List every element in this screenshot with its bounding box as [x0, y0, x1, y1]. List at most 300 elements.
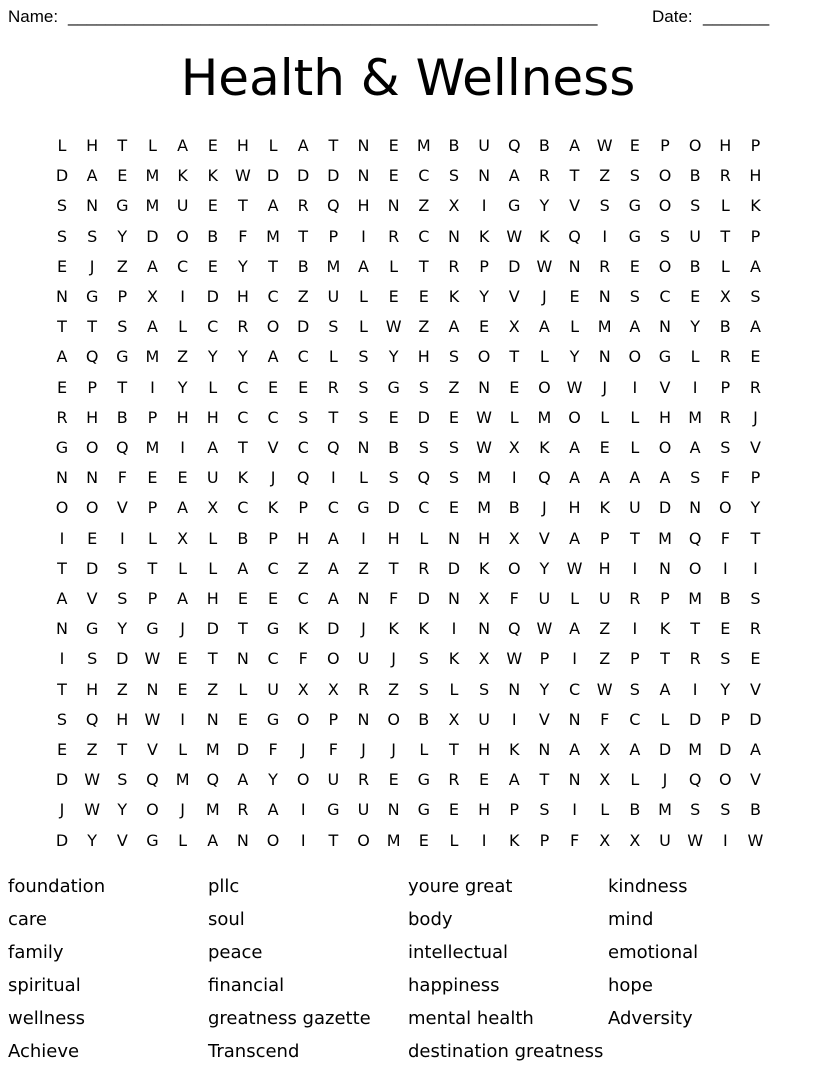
grid-letter[interactable]: M: [537, 407, 552, 427]
grid-letter[interactable]: F: [238, 226, 248, 246]
grid-letter[interactable]: W: [536, 256, 553, 276]
grid-letter[interactable]: E: [629, 256, 640, 276]
grid-letter[interactable]: E: [117, 166, 128, 186]
grid-letter[interactable]: V: [508, 287, 520, 306]
grid-letter[interactable]: L: [389, 256, 399, 276]
grid-letter[interactable]: I: [572, 800, 577, 820]
grid-letter[interactable]: L: [600, 800, 610, 820]
grid-letter[interactable]: W: [566, 558, 583, 578]
grid-letter[interactable]: A: [327, 589, 339, 608]
grid-letter[interactable]: Q: [116, 438, 129, 457]
grid-letter[interactable]: A: [146, 256, 158, 276]
grid-letter[interactable]: A: [56, 589, 68, 608]
grid-letter[interactable]: M: [326, 256, 341, 276]
grid-letter[interactable]: X: [719, 287, 731, 306]
grid-letter[interactable]: M: [688, 407, 703, 427]
grid-letter[interactable]: P: [87, 377, 97, 397]
grid-letter[interactable]: G: [417, 770, 430, 790]
grid-letter[interactable]: Y: [117, 800, 128, 820]
grid-letter[interactable]: A: [569, 740, 581, 759]
grid-letter[interactable]: G: [266, 619, 280, 639]
grid-letter[interactable]: L: [509, 407, 519, 427]
grid-letter[interactable]: Q: [85, 347, 99, 367]
grid-letter[interactable]: F: [720, 528, 730, 548]
grid-letter[interactable]: N: [236, 830, 249, 850]
grid-letter[interactable]: X: [297, 679, 309, 699]
grid-letter[interactable]: H: [206, 589, 219, 608]
grid-letter[interactable]: G: [628, 226, 642, 246]
grid-letter[interactable]: P: [720, 377, 731, 397]
grid-letter[interactable]: T: [539, 770, 550, 790]
grid-letter[interactable]: H: [297, 528, 310, 548]
grid-letter[interactable]: U: [357, 800, 370, 820]
grid-letter[interactable]: N: [568, 256, 581, 276]
grid-letter[interactable]: A: [177, 498, 189, 518]
grid-letter[interactable]: K: [297, 619, 309, 639]
grid-letter[interactable]: H: [86, 136, 99, 155]
grid-letter[interactable]: T: [87, 317, 98, 337]
grid-letter[interactable]: L: [359, 468, 368, 488]
grid-letter[interactable]: E: [87, 528, 98, 548]
grid-letter[interactable]: O: [85, 498, 99, 518]
grid-letter[interactable]: Y: [569, 347, 580, 367]
grid-letter[interactable]: R: [749, 377, 761, 397]
grid-letter[interactable]: U: [327, 770, 340, 790]
grid-letter[interactable]: R: [388, 226, 400, 246]
grid-letter[interactable]: S: [56, 709, 68, 729]
grid-letter[interactable]: P: [720, 709, 731, 729]
grid-letter[interactable]: N: [508, 679, 521, 699]
grid-letter[interactable]: T: [147, 558, 158, 578]
grid-letter[interactable]: E: [599, 438, 610, 457]
grid-letter[interactable]: F: [268, 740, 278, 759]
grid-letter[interactable]: I: [632, 619, 638, 639]
grid-letter[interactable]: T: [328, 407, 339, 427]
grid-letter[interactable]: V: [116, 830, 128, 850]
grid-letter[interactable]: T: [117, 740, 128, 759]
grid-letter[interactable]: W: [596, 136, 613, 155]
grid-letter[interactable]: U: [598, 589, 611, 608]
grid-letter[interactable]: V: [267, 438, 279, 457]
grid-letter[interactable]: U: [206, 468, 219, 488]
grid-letter[interactable]: E: [56, 256, 68, 276]
grid-letter[interactable]: Z: [116, 679, 128, 699]
grid-letter[interactable]: Y: [388, 347, 399, 367]
grid-letter[interactable]: D: [387, 498, 400, 518]
grid-letter[interactable]: R: [749, 619, 761, 639]
grid-letter[interactable]: X: [207, 498, 219, 518]
grid-letter[interactable]: G: [327, 800, 340, 820]
grid-letter[interactable]: R: [599, 256, 611, 276]
grid-letter[interactable]: L: [419, 740, 429, 759]
grid-letter[interactable]: S: [720, 800, 731, 820]
grid-letter[interactable]: R: [719, 166, 731, 186]
grid-letter[interactable]: O: [719, 770, 732, 790]
grid-letter[interactable]: G: [387, 377, 400, 397]
grid-letter[interactable]: C: [297, 347, 309, 367]
grid-letter[interactable]: K: [539, 438, 550, 457]
grid-letter[interactable]: H: [749, 166, 762, 186]
grid-letter[interactable]: D: [146, 226, 159, 246]
grid-letter[interactable]: A: [358, 256, 369, 276]
grid-letter[interactable]: Z: [599, 166, 611, 186]
grid-letter[interactable]: P: [147, 407, 158, 427]
grid-letter[interactable]: O: [296, 770, 310, 790]
grid-letter[interactable]: L: [208, 528, 218, 548]
grid-letter[interactable]: J: [180, 619, 185, 639]
grid-letter[interactable]: A: [56, 347, 68, 367]
grid-letter[interactable]: C: [267, 287, 279, 306]
grid-letter[interactable]: M: [416, 136, 431, 155]
grid-letter[interactable]: Q: [568, 226, 581, 246]
grid-letter[interactable]: O: [719, 498, 732, 518]
grid-letter[interactable]: I: [180, 709, 185, 729]
grid-letter[interactable]: I: [692, 679, 698, 699]
grid-letter[interactable]: W: [144, 709, 161, 729]
grid-letter[interactable]: S: [479, 679, 490, 699]
grid-letter[interactable]: A: [629, 468, 641, 488]
grid-letter[interactable]: A: [629, 317, 641, 337]
grid-letter[interactable]: B: [237, 528, 249, 548]
grid-letter[interactable]: L: [720, 256, 730, 276]
grid-letter[interactable]: S: [448, 166, 460, 186]
grid-letter[interactable]: G: [658, 347, 672, 367]
grid-letter[interactable]: E: [207, 196, 218, 216]
grid-letter[interactable]: E: [298, 377, 309, 397]
grid-letter[interactable]: A: [207, 830, 219, 850]
grid-letter[interactable]: J: [542, 287, 547, 306]
grid-letter[interactable]: X: [327, 679, 339, 699]
grid-letter[interactable]: D: [749, 709, 762, 729]
grid-letter[interactable]: O: [628, 347, 642, 367]
grid-letter[interactable]: V: [569, 196, 581, 216]
grid-letter[interactable]: T: [57, 317, 67, 337]
grid-letter[interactable]: U: [689, 226, 701, 246]
grid-letter[interactable]: S: [298, 407, 309, 427]
grid-letter[interactable]: E: [388, 136, 399, 155]
grid-letter[interactable]: Y: [238, 347, 248, 367]
grid-letter[interactable]: X: [177, 528, 189, 548]
grid-letter[interactable]: Y: [539, 196, 550, 216]
grid-letter[interactable]: S: [358, 377, 369, 397]
grid-letter[interactable]: H: [86, 407, 99, 427]
grid-letter[interactable]: U: [538, 589, 551, 608]
grid-letter[interactable]: O: [658, 438, 672, 457]
grid-letter[interactable]: D: [55, 770, 69, 790]
grid-letter[interactable]: N: [478, 166, 491, 186]
grid-letter[interactable]: H: [387, 528, 400, 548]
grid-letter[interactable]: R: [719, 347, 731, 367]
grid-letter[interactable]: L: [660, 709, 670, 729]
grid-letter[interactable]: Y: [177, 377, 188, 397]
grid-letter[interactable]: A: [237, 770, 249, 790]
grid-letter[interactable]: T: [328, 136, 339, 155]
grid-letter[interactable]: S: [690, 468, 701, 488]
grid-letter[interactable]: H: [478, 740, 491, 759]
grid-letter[interactable]: N: [478, 377, 491, 397]
grid-letter[interactable]: M: [205, 740, 220, 759]
grid-letter[interactable]: N: [357, 166, 370, 186]
grid-letter[interactable]: G: [628, 196, 642, 216]
grid-letter[interactable]: C: [267, 407, 279, 427]
grid-letter[interactable]: K: [267, 498, 279, 518]
grid-letter[interactable]: M: [658, 528, 672, 548]
grid-letter[interactable]: C: [568, 679, 581, 699]
grid-letter[interactable]: Z: [297, 558, 309, 578]
grid-letter[interactable]: W: [506, 649, 523, 669]
grid-letter[interactable]: A: [749, 740, 761, 759]
grid-letter[interactable]: O: [357, 830, 370, 850]
grid-letter[interactable]: T: [298, 226, 309, 246]
grid-letter[interactable]: A: [689, 438, 701, 457]
grid-letter[interactable]: N: [387, 800, 400, 820]
grid-letter[interactable]: D: [417, 589, 430, 608]
grid-letter[interactable]: U: [628, 498, 641, 518]
grid-letter[interactable]: W: [385, 317, 402, 337]
grid-letter[interactable]: E: [267, 377, 279, 397]
grid-letter[interactable]: D: [297, 166, 310, 186]
grid-letter[interactable]: S: [448, 347, 460, 367]
grid-letter[interactable]: E: [418, 287, 429, 306]
grid-letter[interactable]: S: [56, 226, 68, 246]
grid-letter[interactable]: P: [599, 528, 610, 548]
grid-letter[interactable]: E: [448, 800, 459, 820]
grid-letter[interactable]: E: [479, 317, 490, 337]
grid-letter[interactable]: R: [327, 377, 339, 397]
grid-letter[interactable]: E: [448, 407, 459, 427]
grid-letter[interactable]: Y: [87, 830, 98, 850]
grid-letter[interactable]: W: [596, 679, 613, 699]
grid-letter[interactable]: R: [448, 256, 460, 276]
grid-letter[interactable]: E: [750, 347, 761, 367]
grid-letter[interactable]: C: [327, 498, 339, 518]
grid-letter[interactable]: X: [508, 438, 520, 457]
grid-letter[interactable]: P: [660, 589, 670, 608]
grid-letter[interactable]: F: [600, 709, 610, 729]
grid-letter[interactable]: K: [539, 226, 550, 246]
grid-letter[interactable]: K: [177, 166, 188, 186]
grid-letter[interactable]: P: [328, 226, 339, 246]
grid-letter[interactable]: C: [267, 649, 279, 669]
grid-letter[interactable]: G: [85, 619, 99, 639]
grid-letter[interactable]: A: [267, 196, 279, 216]
grid-letter[interactable]: E: [177, 468, 188, 488]
grid-letter[interactable]: Q: [327, 196, 340, 216]
grid-letter[interactable]: S: [87, 649, 98, 669]
grid-letter[interactable]: L: [630, 770, 640, 790]
grid-letter[interactable]: H: [658, 407, 672, 427]
grid-letter[interactable]: F: [720, 468, 730, 488]
grid-letter[interactable]: K: [509, 830, 520, 850]
grid-letter[interactable]: A: [327, 528, 339, 548]
grid-letter[interactable]: S: [418, 649, 429, 669]
grid-letter[interactable]: J: [602, 377, 608, 397]
grid-letter[interactable]: C: [297, 589, 309, 608]
grid-letter[interactable]: J: [270, 468, 276, 488]
grid-letter[interactable]: Y: [238, 256, 248, 276]
grid-letter[interactable]: T: [509, 347, 520, 367]
grid-letter[interactable]: P: [147, 589, 158, 608]
grid-letter[interactable]: C: [177, 256, 189, 276]
grid-letter[interactable]: N: [357, 136, 370, 155]
grid-letter[interactable]: O: [658, 256, 672, 276]
grid-letter[interactable]: E: [267, 589, 279, 608]
grid-letter[interactable]: T: [268, 256, 278, 276]
grid-letter[interactable]: V: [538, 528, 550, 548]
grid-letter[interactable]: Z: [388, 679, 400, 699]
grid-letter[interactable]: I: [511, 709, 517, 729]
grid-letter[interactable]: O: [296, 709, 310, 729]
grid-letter[interactable]: L: [147, 136, 157, 155]
grid-letter[interactable]: I: [180, 287, 185, 306]
date-blank-line[interactable]: _______: [703, 7, 770, 26]
grid-letter[interactable]: B: [418, 709, 430, 729]
grid-letter[interactable]: F: [509, 589, 519, 608]
grid-letter[interactable]: A: [749, 256, 761, 276]
grid-letter[interactable]: S: [328, 317, 339, 337]
grid-letter[interactable]: I: [150, 377, 155, 397]
grid-letter[interactable]: X: [599, 740, 611, 759]
grid-letter[interactable]: K: [448, 649, 460, 669]
grid-letter[interactable]: Y: [117, 619, 128, 639]
grid-letter[interactable]: S: [418, 377, 429, 397]
grid-letter[interactable]: G: [85, 287, 99, 306]
grid-letter[interactable]: E: [237, 589, 248, 608]
grid-letter[interactable]: W: [84, 800, 101, 820]
grid-letter[interactable]: A: [297, 136, 309, 155]
grid-letter[interactable]: P: [660, 136, 670, 155]
grid-letter[interactable]: T: [238, 619, 248, 639]
grid-letter[interactable]: M: [145, 347, 160, 367]
grid-letter[interactable]: D: [327, 166, 340, 186]
grid-letter[interactable]: D: [658, 740, 672, 759]
grid-letter[interactable]: D: [417, 407, 430, 427]
grid-letter[interactable]: E: [509, 377, 520, 397]
grid-letter[interactable]: Y: [539, 558, 550, 578]
grid-letter[interactable]: Q: [507, 619, 521, 639]
grid-letter[interactable]: T: [117, 377, 128, 397]
grid-letter[interactable]: P: [298, 498, 309, 518]
grid-letter[interactable]: O: [688, 558, 702, 578]
grid-letter[interactable]: C: [237, 377, 249, 397]
grid-letter[interactable]: S: [690, 196, 701, 216]
grid-letter[interactable]: I: [722, 558, 728, 578]
grid-letter[interactable]: S: [690, 800, 701, 820]
grid-letter[interactable]: E: [177, 679, 188, 699]
grid-letter[interactable]: W: [476, 438, 492, 457]
grid-letter[interactable]: U: [267, 679, 279, 699]
grid-letter[interactable]: P: [750, 226, 761, 246]
grid-letter[interactable]: S: [117, 589, 128, 608]
grid-letter[interactable]: P: [328, 709, 339, 729]
grid-letter[interactable]: T: [117, 136, 128, 155]
grid-letter[interactable]: H: [357, 196, 370, 216]
grid-letter[interactable]: D: [55, 166, 69, 186]
grid-letter[interactable]: I: [722, 830, 728, 850]
grid-letter[interactable]: L: [208, 377, 218, 397]
grid-letter[interactable]: W: [506, 226, 523, 246]
grid-letter[interactable]: L: [178, 317, 188, 337]
grid-letter[interactable]: O: [55, 498, 69, 518]
grid-letter[interactable]: S: [418, 679, 429, 699]
grid-letter[interactable]: R: [629, 589, 641, 608]
grid-letter[interactable]: C: [418, 166, 430, 186]
grid-letter[interactable]: L: [268, 136, 278, 155]
grid-letter[interactable]: M: [658, 800, 672, 820]
grid-letter[interactable]: B: [719, 317, 731, 337]
grid-letter[interactable]: T: [629, 528, 640, 548]
grid-letter[interactable]: O: [688, 136, 702, 155]
grid-letter[interactable]: H: [598, 558, 611, 578]
grid-letter[interactable]: P: [117, 287, 128, 306]
grid-letter[interactable]: K: [750, 196, 761, 216]
grid-letter[interactable]: D: [447, 558, 461, 578]
grid-letter[interactable]: C: [629, 709, 641, 729]
grid-letter[interactable]: D: [206, 619, 219, 639]
grid-letter[interactable]: E: [750, 649, 761, 669]
grid-letter[interactable]: M: [266, 226, 280, 246]
grid-letter[interactable]: Z: [86, 740, 98, 759]
grid-letter[interactable]: W: [536, 619, 553, 639]
grid-letter[interactable]: J: [542, 498, 547, 518]
grid-letter[interactable]: L: [238, 679, 248, 699]
grid-letter[interactable]: N: [236, 649, 249, 669]
grid-letter[interactable]: N: [598, 287, 611, 306]
grid-letter[interactable]: E: [56, 740, 68, 759]
grid-letter[interactable]: L: [539, 347, 549, 367]
grid-letter[interactable]: S: [117, 317, 128, 337]
grid-letter[interactable]: N: [447, 589, 460, 608]
grid-letter[interactable]: T: [720, 226, 731, 246]
grid-letter[interactable]: A: [599, 468, 611, 488]
grid-letter[interactable]: D: [297, 317, 310, 337]
grid-letter[interactable]: X: [599, 830, 611, 850]
grid-letter[interactable]: N: [86, 196, 99, 216]
grid-letter[interactable]: J: [59, 800, 65, 820]
grid-letter[interactable]: G: [146, 830, 159, 850]
grid-letter[interactable]: E: [56, 377, 68, 397]
grid-letter[interactable]: X: [478, 649, 490, 669]
grid-letter[interactable]: A: [177, 589, 189, 608]
grid-letter[interactable]: E: [479, 770, 490, 790]
grid-letter[interactable]: R: [448, 770, 460, 790]
grid-letter[interactable]: P: [539, 830, 550, 850]
grid-letter[interactable]: E: [418, 830, 429, 850]
grid-letter[interactable]: N: [447, 226, 460, 246]
grid-letter[interactable]: R: [237, 800, 249, 820]
grid-letter[interactable]: T: [238, 438, 248, 457]
grid-letter[interactable]: N: [538, 740, 551, 759]
grid-letter[interactable]: E: [388, 287, 399, 306]
grid-letter[interactable]: G: [417, 800, 430, 820]
grid-letter[interactable]: D: [508, 256, 521, 276]
grid-letter[interactable]: V: [86, 589, 98, 608]
grid-letter[interactable]: A: [237, 558, 249, 578]
grid-letter[interactable]: L: [359, 287, 368, 306]
grid-letter[interactable]: O: [538, 377, 551, 397]
grid-letter[interactable]: O: [266, 830, 280, 850]
grid-letter[interactable]: F: [389, 589, 399, 608]
grid-letter[interactable]: I: [180, 438, 185, 457]
grid-letter[interactable]: I: [59, 528, 65, 548]
grid-letter[interactable]: B: [749, 800, 761, 820]
grid-letter[interactable]: A: [146, 317, 158, 337]
grid-letter[interactable]: L: [419, 528, 429, 548]
grid-letter[interactable]: J: [361, 619, 366, 639]
grid-letter[interactable]: A: [508, 770, 520, 790]
grid-letter[interactable]: D: [116, 649, 129, 669]
grid-letter[interactable]: S: [418, 438, 429, 457]
